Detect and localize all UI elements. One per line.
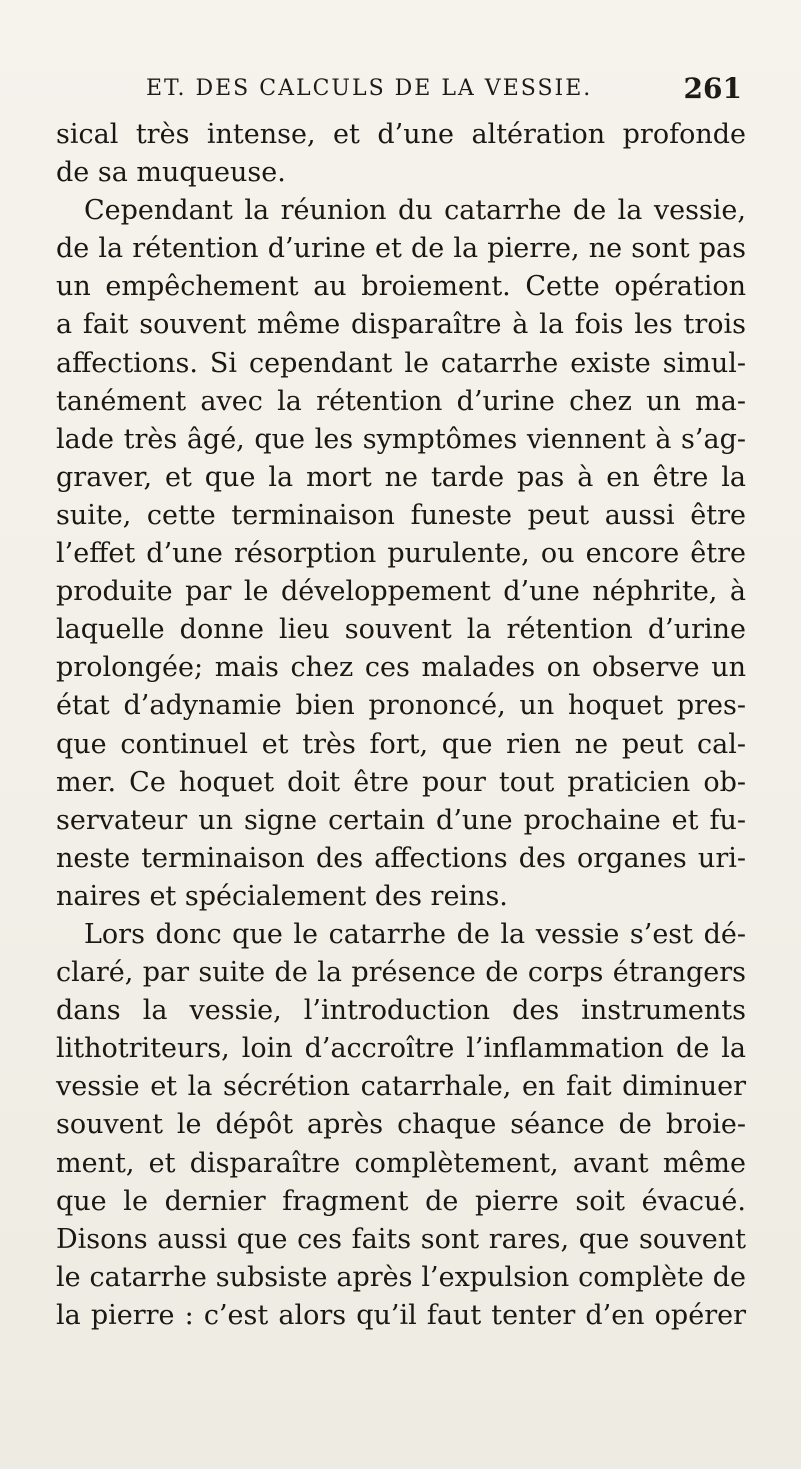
text-line: que continuel et très fort, que rien ne peut cal- — [56, 728, 746, 760]
text-line: claré, par suite de la présence de corps étrangers — [56, 957, 746, 989]
text-line: Cependant la réunion du catarrhe de la vessie, — [84, 195, 746, 227]
text-line: servateur un signe certain d’une prochaine et fu- — [56, 804, 746, 836]
text-line: prolongée; mais chez ces malades on observe un — [56, 652, 746, 684]
text-line: que le dernier fragment de pierre soit évacué. — [56, 1185, 746, 1217]
body-text — [56, 116, 746, 1335]
text-line: le catarrhe subsiste après l’expulsion complète de — [56, 1261, 746, 1293]
text-line: ment, et disparaître complètement, avant même — [56, 1147, 746, 1179]
text-line: Lors donc que le catarrhe de la vessie s’est dé- — [84, 918, 746, 950]
text-line: dans la vessie, l’introduction des instruments — [56, 995, 746, 1027]
text-line: lade très âgé, que les symptômes viennent à s’ag- — [56, 423, 746, 455]
text-line: de la rétention d’urine et de la pierre, ne sont pas — [56, 233, 746, 265]
text-line: état d’adynamie bien prononcé, un hoquet pres- — [56, 690, 746, 722]
text-line: un empêchement au broiement. Cette opération — [56, 271, 746, 303]
running-head: ET. DES CALCULS DE LA VESSIE. — [146, 76, 593, 101]
text-line: suite, cette terminaison funeste peut aussi être — [56, 499, 746, 531]
text-line: naires et spécialement des reins. — [56, 880, 508, 912]
text-line: souvent le dépôt après chaque séance de broie- — [56, 1109, 746, 1141]
text-line: Disons aussi que ces faits sont rares, que souvent — [56, 1223, 746, 1255]
page-number: 261 — [683, 72, 742, 105]
text-line: la pierre : c’est alors qu’il faut tenter d’en opérer — [56, 1299, 746, 1331]
text-line: neste terminaison des affections des organes uri- — [56, 842, 746, 874]
text-line: a fait souvent même disparaître à la fois les trois — [56, 309, 746, 341]
text-line: laquelle donne lieu souvent la rétention d’urine — [56, 614, 746, 646]
text-line: graver, et que la mort ne tarde pas à en être la — [56, 461, 746, 493]
text-line: affections. Si cependant le catarrhe existe simul- — [56, 347, 746, 379]
text-line: vessie et la sécrétion catarrhale, en fait diminuer — [56, 1071, 746, 1103]
page-header — [58, 72, 742, 112]
text-line: sical très intense, et d’une altération profonde — [56, 119, 746, 150]
text-line: mer. Ce hoquet doit être pour tout praticien ob- — [56, 766, 746, 798]
text-line: de sa muqueuse. — [56, 157, 286, 189]
text-line: produite par le développement d’une néphrite, à — [56, 576, 746, 608]
text-line: lithotriteurs, loin d’accroître l’inflammation de la — [56, 1033, 746, 1065]
text-line: l’effet d’une résorption purulente, ou encore être — [56, 538, 746, 570]
text-line: tanément avec la rétention d’urine chez un ma- — [56, 385, 746, 417]
